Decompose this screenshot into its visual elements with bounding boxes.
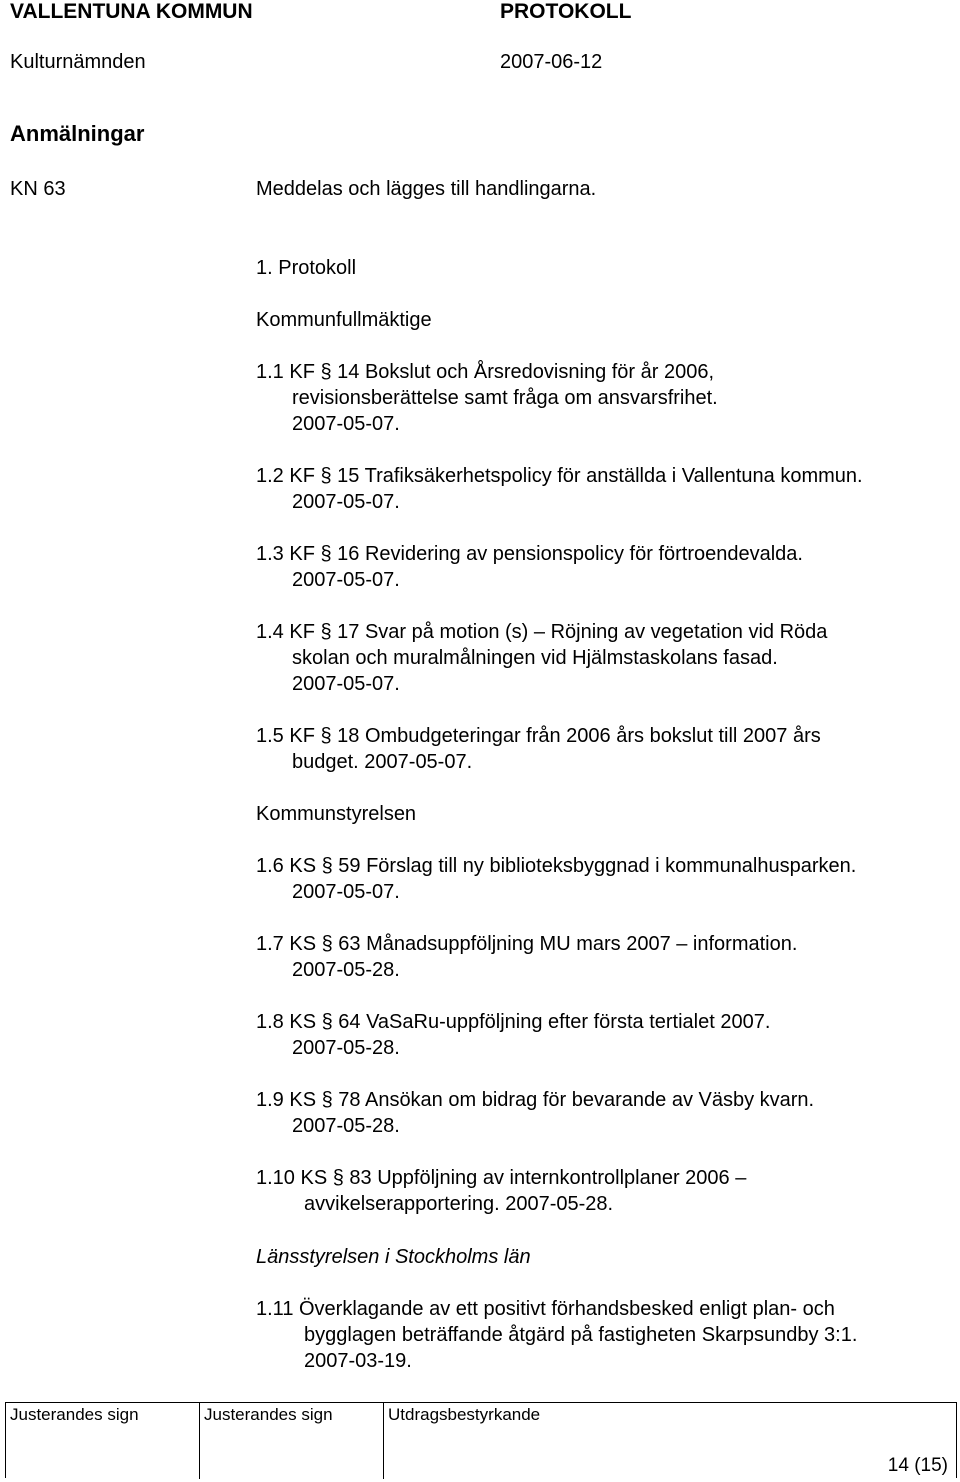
item-line: skolan och muralmålningen vid Hjälmstaskolans fasad. <box>292 647 778 669</box>
meeting-date: 2007-06-12 <box>500 51 603 73</box>
item-line: budget. 2007-05-07. <box>292 751 473 773</box>
page-number: 14 (15) <box>887 1455 948 1476</box>
item-line: 1.9 KS § 78 Ansökan om bidrag för bevarande av Väsby kvarn. <box>256 1089 815 1111</box>
sign-cell-2 <box>200 1403 383 1479</box>
item-line: 1.11 Överklagande av ett positivt förhandsbesked enligt plan- och <box>256 1298 835 1320</box>
extract-cell <box>384 1403 956 1479</box>
list-item-1-10 <box>256 1165 746 1217</box>
item-line: 2007-05-07. <box>292 491 400 513</box>
item-line: 1.6 KS § 59 Förslag till ny biblioteksbyggnad i kommunalhusparken. <box>256 855 857 877</box>
signature-footer <box>5 1402 957 1478</box>
item-line: 1.2 KF § 15 Trafiksäkerhetspolicy för anställda i Vallentuna kommun. <box>256 465 863 487</box>
group-heading-lansstyrelsen: Länsstyrelsen i Stockholms län <box>256 1246 531 1268</box>
section-title: Anmälningar <box>10 121 145 146</box>
group-heading-kf: Kommunfullmäktige <box>256 309 432 331</box>
list-item-1-1 <box>256 359 718 437</box>
list-item-1-4 <box>256 619 827 697</box>
sign-cell-1 <box>6 1403 199 1479</box>
case-decision: Meddelas och lägges till handlingarna. <box>256 178 597 200</box>
item-line: 2007-05-28. <box>292 1115 400 1137</box>
item-line: 1.3 KF § 16 Revidering av pensionspolicy för förtroendevalda. <box>256 543 803 565</box>
list-item-1-11 <box>256 1296 857 1374</box>
list-item-1-3 <box>256 541 803 593</box>
item-line: 2007-05-28. <box>292 959 400 981</box>
list-item-1-8 <box>256 1009 770 1061</box>
list-item-1-5 <box>256 723 821 775</box>
item-line: 2007-05-07. <box>292 413 400 435</box>
item-line: 1.4 KF § 17 Svar på motion (s) – Röjning av vegetation vid Röda <box>256 621 828 643</box>
item-line: 2007-05-07. <box>292 881 400 903</box>
extract-label: Utdragsbestyrkande <box>388 1405 541 1424</box>
sign-label-2: Justerandes sign <box>204 1405 333 1424</box>
item-line: bygglagen beträffande åtgärd på fastigheten Skarpsundby 3:1. <box>304 1324 858 1346</box>
item-line: avvikelserapportering. 2007-05-28. <box>304 1193 614 1215</box>
protocol-heading: 1. Protokoll <box>256 257 357 279</box>
item-line: 2007-05-07. <box>292 569 400 591</box>
item-line: 1.1 KF § 14 Bokslut och Årsredovisning för år 2006, <box>256 361 715 383</box>
list-item-1-9 <box>256 1087 814 1139</box>
item-line: 2007-03-19. <box>304 1350 412 1372</box>
item-line: 2007-05-07. <box>292 673 400 695</box>
case-id: KN 63 <box>10 178 66 200</box>
sign-label-1: Justerandes sign <box>10 1405 139 1424</box>
org-name: VALLENTUNA KOMMUN <box>10 0 253 23</box>
item-line: 1.5 KF § 18 Ombudgeteringar från 2006 års bokslut till 2007 års <box>256 725 821 747</box>
list-item-1-2 <box>256 463 863 515</box>
item-line: 1.7 KS § 63 Månadsuppföljning MU mars 2007 – information. <box>256 933 798 955</box>
doc-type: PROTOKOLL <box>500 0 632 23</box>
item-line: revisionsberättelse samt fråga om ansvarsfrihet. <box>292 387 718 409</box>
list-item-1-7 <box>256 931 797 983</box>
item-line: 1.8 KS § 64 VaSaRu-uppföljning efter första tertialet 2007. <box>256 1011 771 1033</box>
item-line: 2007-05-28. <box>292 1037 400 1059</box>
group-heading-ks: Kommunstyrelsen <box>256 803 417 825</box>
list-item-1-6 <box>256 853 856 905</box>
item-line: 1.10 KS § 83 Uppföljning av internkontrollplaner 2006 – <box>256 1167 747 1189</box>
committee-name: Kulturnämnden <box>10 51 146 73</box>
